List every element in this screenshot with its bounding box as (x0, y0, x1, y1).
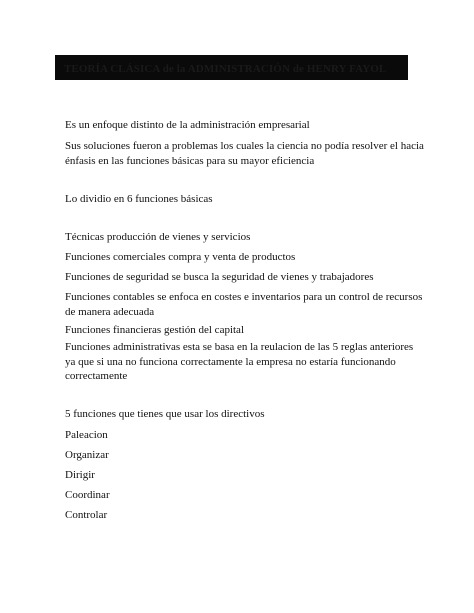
function-tecnicas: Técnicas producción de vienes y servicios (65, 231, 251, 243)
paragraph-division: Lo dividio en 6 funciones básicas (65, 193, 213, 205)
list-item-paleacion: Paleacion (65, 429, 108, 441)
list-item-coordinar: Coordinar (65, 489, 110, 501)
function-contables: Funciones contables se enfoca en costes e inventarios para un control de recursos de manera adecuada (65, 291, 423, 318)
title-bar (55, 55, 408, 80)
function-seguridad: Funciones de seguridad se busca la seguridad de vienes y trabajadores (65, 271, 374, 283)
function-administrativas: Funciones administrativas esta se basa en la reulacion de las 5 reglas anteriores ya que si una no funciona correctamente la empresa no estaría funcionando correctamente (65, 341, 414, 382)
list-item-organizar: Organizar (65, 449, 109, 461)
paragraph-directivos: 5 funciones que tienes que usar los directivos (65, 408, 265, 420)
function-financieras: Funciones financieras gestión del capital (65, 324, 244, 336)
paragraph-solutions: Sus soluciones fueron a problemas los cuales la ciencia no podía resolver el hacia énfasis en las funciones básicas para su mayor eficiencia (65, 140, 424, 167)
list-item-controlar: Controlar (65, 509, 108, 521)
function-comerciales: Funciones comerciales compra y venta de productos (65, 251, 296, 263)
document-title: TEORÍA CLÁSICA de la ADMINISTRACIÓN de HENRY FAYOL (64, 63, 387, 75)
list-item-dirigir: Dirigir (65, 469, 95, 481)
paragraph-intro: Es un enfoque distinto de la administración empresarial (65, 119, 310, 131)
